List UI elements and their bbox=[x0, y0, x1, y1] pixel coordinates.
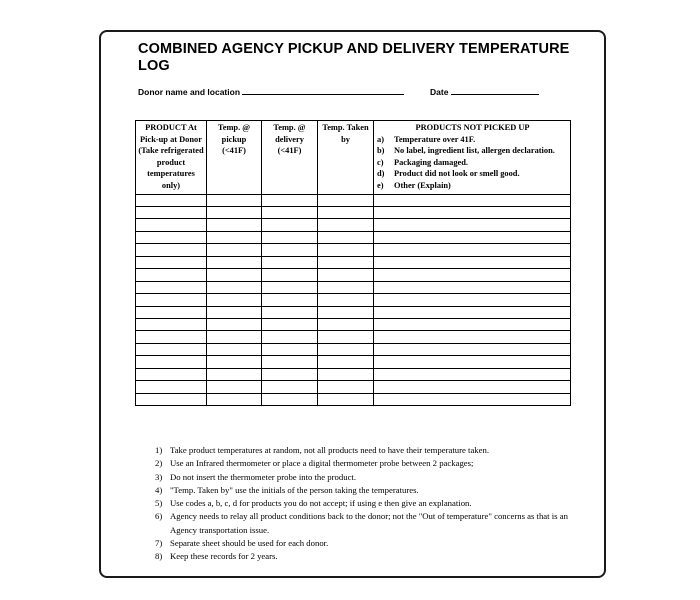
table-cell[interactable] bbox=[136, 368, 207, 380]
donor-label: Donor name and location bbox=[138, 87, 241, 97]
table-cell[interactable] bbox=[207, 194, 262, 206]
table-row bbox=[136, 306, 571, 318]
table-cell[interactable] bbox=[374, 331, 571, 343]
table-cell[interactable] bbox=[262, 219, 318, 231]
table-row bbox=[136, 393, 571, 405]
table-cell[interactable] bbox=[207, 318, 262, 330]
table-cell[interactable] bbox=[262, 207, 318, 219]
table-cell[interactable] bbox=[207, 269, 262, 281]
table-cell[interactable] bbox=[262, 318, 318, 330]
table-cell[interactable] bbox=[136, 231, 207, 243]
reason-item: a) Temperature over 41F. bbox=[377, 134, 476, 144]
table-cell[interactable] bbox=[136, 306, 207, 318]
table-cell[interactable] bbox=[207, 356, 262, 368]
table-cell[interactable] bbox=[207, 381, 262, 393]
table-cell[interactable] bbox=[136, 318, 207, 330]
table-cell[interactable] bbox=[262, 194, 318, 206]
table-cell[interactable] bbox=[318, 331, 374, 343]
table-cell[interactable] bbox=[374, 318, 571, 330]
donor-field bbox=[138, 86, 404, 97]
table-row bbox=[136, 381, 571, 393]
table-row bbox=[136, 244, 571, 256]
table-cell[interactable] bbox=[262, 306, 318, 318]
table-row bbox=[136, 281, 571, 293]
table-cell[interactable] bbox=[136, 356, 207, 368]
table-cell[interactable] bbox=[207, 368, 262, 380]
table-cell[interactable] bbox=[136, 381, 207, 393]
table-cell[interactable] bbox=[318, 356, 374, 368]
table-cell[interactable] bbox=[318, 219, 374, 231]
table-cell[interactable] bbox=[207, 231, 262, 243]
table-cell[interactable] bbox=[262, 331, 318, 343]
table-cell[interactable] bbox=[207, 393, 262, 405]
table-row bbox=[136, 368, 571, 380]
table-cell[interactable] bbox=[136, 331, 207, 343]
table-cell[interactable] bbox=[136, 244, 207, 256]
table-row bbox=[136, 343, 571, 355]
reason-item: b) No label, ingredient list, allergen declaration. bbox=[377, 146, 555, 156]
table-cell[interactable] bbox=[207, 331, 262, 343]
donor-input-line[interactable] bbox=[242, 86, 404, 95]
table-cell[interactable] bbox=[318, 393, 374, 405]
table-cell[interactable] bbox=[374, 194, 571, 206]
table-cell[interactable] bbox=[207, 219, 262, 231]
date-input-line[interactable] bbox=[451, 86, 539, 95]
table-cell[interactable] bbox=[262, 294, 318, 306]
table-cell[interactable] bbox=[136, 393, 207, 405]
table-cell[interactable] bbox=[374, 368, 571, 380]
table-cell[interactable] bbox=[318, 281, 374, 293]
table-row bbox=[136, 219, 571, 231]
reason-item: e) Other (Explain) bbox=[377, 180, 451, 190]
table-body bbox=[136, 194, 571, 405]
table-cell[interactable] bbox=[207, 343, 262, 355]
instruction-item: 2) Use an Infrared thermometer or place a digital thermometer probe between 2 packages; bbox=[155, 458, 474, 469]
table-row bbox=[136, 269, 571, 281]
table-cell[interactable] bbox=[318, 207, 374, 219]
table-header-row bbox=[136, 121, 571, 195]
date-field bbox=[430, 86, 539, 97]
date-label: Date bbox=[430, 87, 449, 97]
instruction-item: 6) Agency needs to relay all product conditions back to the donor; not the "Out of temperature" concerns as that is an Agency transportation issue. bbox=[155, 511, 568, 535]
table-row bbox=[136, 231, 571, 243]
table-cell[interactable] bbox=[262, 269, 318, 281]
table-row bbox=[136, 194, 571, 206]
form-page bbox=[99, 30, 606, 578]
table-cell[interactable] bbox=[318, 244, 374, 256]
table-cell[interactable] bbox=[136, 256, 207, 268]
instruction-item: 8) Keep these records for 2 years. bbox=[155, 551, 278, 562]
table-cell[interactable] bbox=[374, 207, 571, 219]
table-cell[interactable] bbox=[262, 244, 318, 256]
table-cell[interactable] bbox=[318, 381, 374, 393]
instructions-list bbox=[155, 444, 585, 564]
table-cell[interactable] bbox=[136, 281, 207, 293]
table-cell[interactable] bbox=[374, 219, 571, 231]
table-cell[interactable] bbox=[136, 194, 207, 206]
table-cell[interactable] bbox=[262, 343, 318, 355]
instruction-item: 3) Do not insert the thermometer probe into the product. bbox=[155, 471, 357, 482]
table-cell[interactable] bbox=[136, 343, 207, 355]
table-cell[interactable] bbox=[262, 381, 318, 393]
not-picked-up-title: PRODUCTS NOT PICKED UP bbox=[415, 123, 530, 132]
table-row bbox=[136, 318, 571, 330]
table-cell[interactable] bbox=[262, 356, 318, 368]
table-cell[interactable] bbox=[374, 343, 571, 355]
table-cell[interactable] bbox=[318, 294, 374, 306]
table-cell[interactable] bbox=[136, 269, 207, 281]
table-cell[interactable] bbox=[374, 269, 571, 281]
table-cell[interactable] bbox=[262, 393, 318, 405]
instruction-item: 5) Use codes a, b, c, d for products you do not accept; if using e then give an explanation. bbox=[155, 498, 472, 509]
table-row bbox=[136, 356, 571, 368]
reason-item: d) Product did not look or smell good. bbox=[377, 169, 520, 179]
table-cell[interactable] bbox=[374, 356, 571, 368]
table-cell[interactable] bbox=[207, 281, 262, 293]
header-temp-pickup: Temp. @ pickup (<41F) bbox=[207, 121, 262, 195]
table-cell[interactable] bbox=[374, 381, 571, 393]
table-cell[interactable] bbox=[374, 231, 571, 243]
table-cell[interactable] bbox=[318, 318, 374, 330]
form-title: COMBINED AGENCY PICKUP AND DELIVERY TEMPERATURE LOG bbox=[138, 41, 570, 74]
table-cell[interactable] bbox=[262, 281, 318, 293]
table-row bbox=[136, 256, 571, 268]
table-cell[interactable] bbox=[318, 231, 374, 243]
table-cell[interactable] bbox=[374, 393, 571, 405]
table-cell[interactable] bbox=[136, 219, 207, 231]
table-row bbox=[136, 207, 571, 219]
instruction-item: 7) Separate sheet should be used for each donor. bbox=[155, 538, 329, 549]
instruction-item: 1) Take product temperatures at random, not all products need to have their temperature taken. bbox=[155, 445, 490, 455]
table-cell[interactable] bbox=[262, 256, 318, 268]
table-cell[interactable] bbox=[318, 269, 374, 281]
table-cell[interactable] bbox=[318, 306, 374, 318]
table-cell[interactable] bbox=[318, 343, 374, 355]
header-products-not-picked-up bbox=[374, 121, 571, 195]
table-cell[interactable] bbox=[136, 294, 207, 306]
table-cell[interactable] bbox=[374, 256, 571, 268]
table-row bbox=[136, 294, 571, 306]
table-cell[interactable] bbox=[374, 281, 571, 293]
table-cell[interactable] bbox=[136, 207, 207, 219]
header-temp-taken-by: Temp. Taken by bbox=[318, 121, 374, 195]
instruction-item: 4) "Temp. Taken by" use the initials of the person taking the temperatures. bbox=[155, 484, 419, 495]
table-cell[interactable] bbox=[207, 306, 262, 318]
table-cell[interactable] bbox=[374, 244, 571, 256]
table-cell[interactable] bbox=[318, 256, 374, 268]
temperature-log-table bbox=[135, 120, 571, 406]
table-cell[interactable] bbox=[207, 294, 262, 306]
header-product: PRODUCT At Pick-up at Donor (Take refrigerated product temperatures only) bbox=[136, 121, 207, 195]
table-cell[interactable] bbox=[207, 244, 262, 256]
table-cell[interactable] bbox=[262, 231, 318, 243]
table-cell[interactable] bbox=[262, 368, 318, 380]
header-temp-delivery: Temp. @ delivery (<41F) bbox=[262, 121, 318, 195]
table-cell[interactable] bbox=[207, 256, 262, 268]
table-row bbox=[136, 331, 571, 343]
table-cell[interactable] bbox=[318, 194, 374, 206]
table-cell[interactable] bbox=[207, 207, 262, 219]
table-cell[interactable] bbox=[318, 368, 374, 380]
reason-item: c) Packaging damaged. bbox=[377, 157, 468, 167]
table-cell[interactable] bbox=[374, 306, 571, 318]
table-cell[interactable] bbox=[374, 294, 571, 306]
